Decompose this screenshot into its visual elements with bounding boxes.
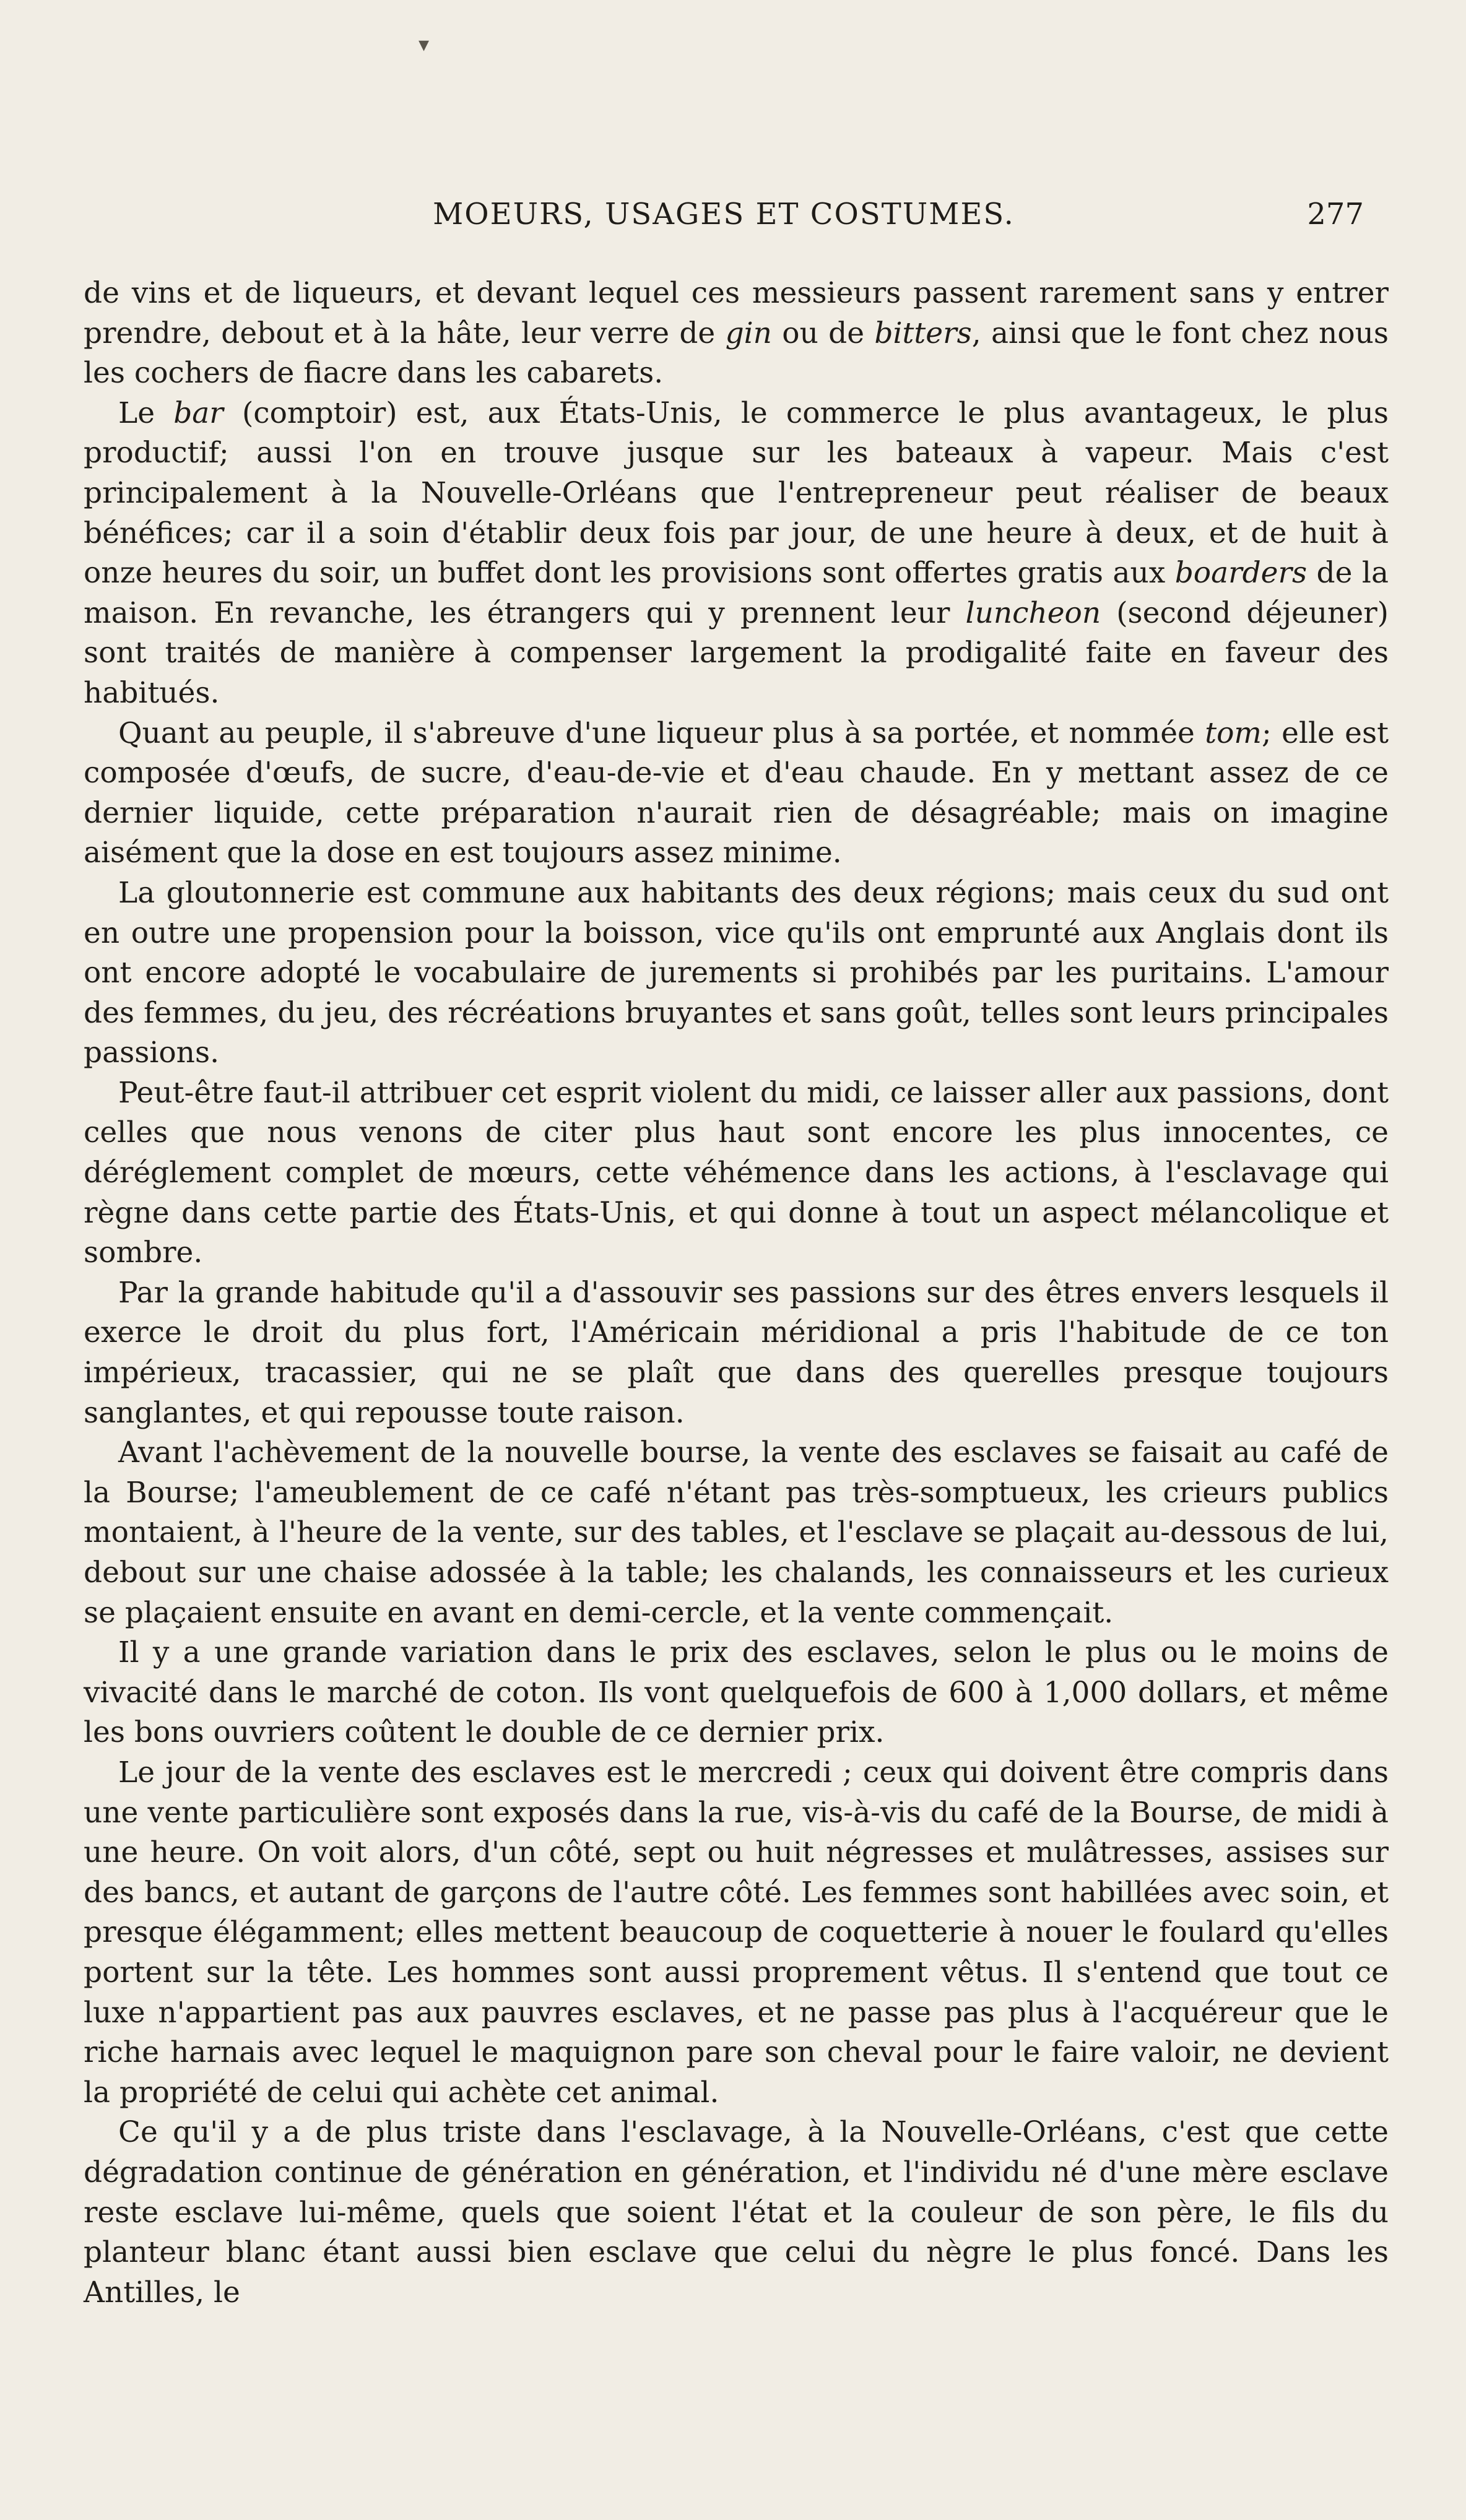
paragraph: La gloutonnerie est commune aux habitants des deux régions; mais ceux du sud ont en outre une propension pour la boisson, vice qu'ils ont emprunté aux Anglais dont ils ont encore adopté le vocabulaire de jurements si prohibés par les puritains. L'amour des femmes, du jeu, des récréations bruyantes et sans goût, telles sont leurs principales passions. [84,875,1389,1070]
paragraph: Quant au peuple, il s'abreuve d'une liqueur plus à sa portée, et nommée tom; elle est composée d'œufs, de sucre, d'eau-de-vie et d'eau chaude. En y mettant assez de ce dernier liquide, cette préparation n'aurait rien de désagréable; mais on imagine aisément que la dose en est toujours assez minime. [84,716,1389,870]
paragraph: Il y a une grande variation dans le prix des esclaves, selon le plus ou le moins de vivacité dans le marché de coton. Ils vont quelquefois de 600 à 1,000 dollars, et même les bons ouvriers coûtent le double de ce dernier prix. [84,1635,1389,1750]
running-title: MOEURS, USAGES ET COSTUMES. [433,197,1015,232]
paragraph: Le jour de la vente des esclaves est le mercredi ; ceux qui doivent être compris dans une vente particulière sont exposés dans la rue, vis-à-vis du café de la Bourse, de midi à une heure. On voit alors, d'un côté, sept ou huit négresses et mulâtresses, assises sur des bancs, et autant de garçons de l'autre côté. Les femmes sont habillées avec soin, et presque élégamment; elles mettent beaucoup de coquetterie à nouer le foulard qu'elles portent sur la tête. Les hommes sont aussi proprement vêtus. Il s'entend que tout ce luxe n'appartient pas aux pauvres esclaves, et ne passe pas plus à l'acquéreur que le riche harnais avec lequel le maquignon pare son cheval pour le faire valoir, ne devient la propriété de celui qui achète cet animal. [84,1755,1389,2110]
paragraph: Peut-être faut-il attribuer cet esprit violent du midi, ce laisser aller aux passions, dont celles que nous venons de citer plus haut sont encore les plus innocentes, ce déréglement complet de mœurs, cette véhémence dans les actions, à l'esclavage qui règne dans cette partie des États-Unis, et qui donne à tout un aspect mélancolique et sombre. [84,1075,1389,1270]
paragraph: Avant l'achèvement de la nouvelle bourse, la vente des esclaves se faisait au café de la Bourse; l'ameublement de ce café n'étant pas très-somptueux, les crieurs publics montaient, à l'heure de la vente, sur des tables, et l'esclave se plaçait au-dessous de lui, debout sur une chaise adossée à la table; les chalands, les connaisseurs et les curieux se plaçaient ensuite en avant en demi-cercle, et la vente commençait. [84,1435,1389,1630]
paragraph: de vins et de liqueurs, et devant lequel ces messieurs passent rarement sans y entrer prendre, debout et à la hâte, leur verre de gin ou de bitters, ainsi que le font chez nous les cochers de fiacre dans les cabarets. [84,276,1389,391]
body-text [84,274,1389,2313]
page-number: 277 [1307,197,1364,232]
paragraph: Le bar (comptoir) est, aux États-Unis, le commerce le plus avantageux, le plus productif; aussi l'on en trouve jusque sur les bateaux à vapeur. Mais c'est principalement à la Nouvelle-Orléans que l'entrepreneur peut réaliser de beaux bénéfices; car il a soin d'établir deux fois par jour, de une heure à deux, et de huit à onze heures du soir, un buffet dont les provisions sont offertes gratis aux boarders de la maison. En revanche, les étrangers qui y prennent leur luncheon (second déjeuner) sont traités de manière à compenser largement la prodigalité faite en faveur des habitués. [84,396,1389,710]
ink-speck: ▾ [419,32,430,57]
paragraph: Ce qu'il y a de plus triste dans l'esclavage, à la Nouvelle-Orléans, c'est que cette dégradation continue de génération en génération, et l'individu né d'une mère esclave reste esclave lui-même, quels que soient l'état et la couleur de son père, le fils du planteur blanc étant aussi bien esclave que celui du nègre le plus foncé. Dans les Antilles, le [84,2115,1389,2310]
page-header [84,197,1364,240]
paragraph: Par la grande habitude qu'il a d'assouvir ses passions sur des êtres envers lesquels il exerce le droit du plus fort, l'Américain méridional a pris l'habitude de ce ton impérieux, tracassier, qui ne se plaît que dans des querelles presque toujours sanglantes, et qui repousse toute raison. [84,1275,1389,1430]
